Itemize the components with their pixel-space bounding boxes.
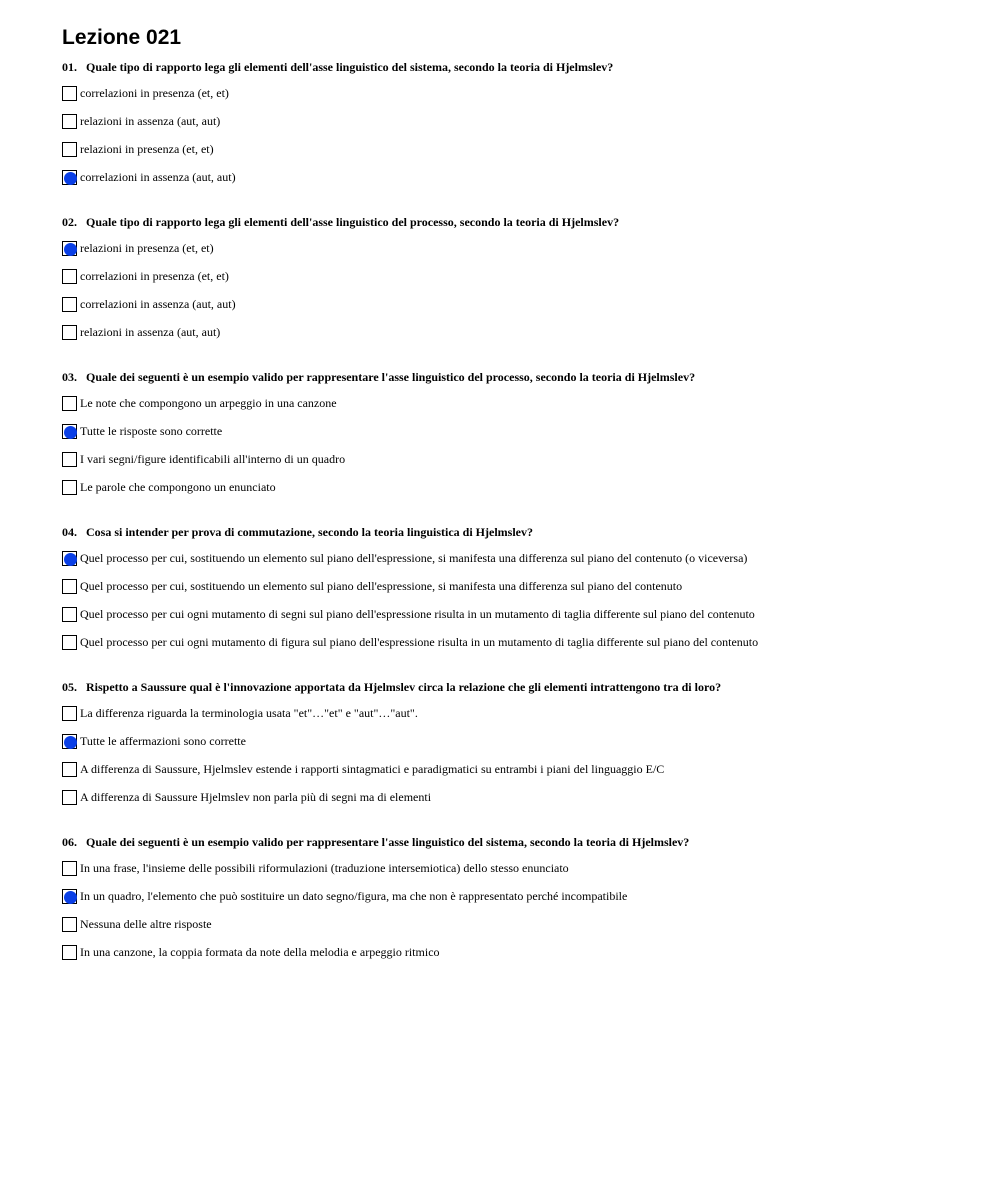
- selected-dot-icon: [64, 736, 77, 749]
- answer-checkbox-checked[interactable]: [62, 734, 77, 749]
- answer-label: La differenza riguarda la terminologia usata "et"…"et" e "aut"…"aut".: [80, 706, 418, 720]
- answer-label: correlazioni in assenza (aut, aut): [80, 170, 236, 184]
- question-prompt: Quale dei seguenti è un esempio valido per rappresentare l'asse linguistico del processo, secondo la teoria di Hjelmslev?: [86, 370, 696, 384]
- selected-dot-icon: [64, 891, 77, 904]
- answer-label: Tutte le risposte sono corrette: [80, 424, 223, 438]
- answer-option[interactable]: [62, 607, 962, 623]
- answer-label: A differenza di Saussure, Hjelmslev estende i rapporti sintagmatici e paradigmatici su entrambi i piani del linguaggio E/C: [80, 762, 665, 776]
- answer-checkbox[interactable]: [62, 452, 77, 467]
- answer-label: Quel processo per cui, sostituendo un elemento sul piano dell'espressione, si manifesta una differenza sul piano del contenuto (o viceversa): [80, 551, 748, 565]
- answer-checkbox[interactable]: [62, 635, 77, 650]
- answer-checkbox-checked[interactable]: [62, 241, 77, 256]
- answer-label: Quel processo per cui ogni mutamento di segni sul piano dell'espressione risulta in un mutamento di taglia differente sul piano del contenuto: [80, 607, 755, 621]
- question-2: [62, 215, 962, 341]
- question-text: [62, 680, 962, 694]
- selected-dot-icon: [64, 243, 77, 256]
- question-text: [62, 835, 962, 849]
- answer-checkbox-checked[interactable]: [62, 424, 77, 439]
- answer-option[interactable]: [62, 706, 962, 722]
- answer-label: I vari segni/figure identificabili all'interno di un quadro: [80, 452, 346, 466]
- answer-label: A differenza di Saussure Hjelmslev non parla più di segni ma di elementi: [80, 790, 432, 804]
- answer-checkbox-checked[interactable]: [62, 551, 77, 566]
- answer-checkbox[interactable]: [62, 114, 77, 129]
- selected-dot-icon: [64, 172, 77, 185]
- answer-option[interactable]: [62, 889, 962, 905]
- answer-option[interactable]: [62, 917, 962, 933]
- answer-label: relazioni in presenza (et, et): [80, 241, 214, 255]
- question-number: 06.: [62, 835, 77, 849]
- answer-option[interactable]: [62, 241, 962, 257]
- answer-checkbox[interactable]: [62, 917, 77, 932]
- answer-label: Quel processo per cui, sostituendo un elemento sul piano dell'espressione, si manifesta una differenza sul piano del contenuto: [80, 579, 683, 593]
- answer-checkbox[interactable]: [62, 297, 77, 312]
- answer-label: Tutte le affermazioni sono corrette: [80, 734, 246, 748]
- question-list: [62, 60, 962, 961]
- answer-checkbox-checked[interactable]: [62, 170, 77, 185]
- answer-label: relazioni in assenza (aut, aut): [80, 114, 221, 128]
- question-1: [62, 60, 962, 186]
- answer-label: Le note che compongono un arpeggio in una canzone: [80, 396, 337, 410]
- question-prompt: Quale tipo di rapporto lega gli elementi dell'asse linguistico del processo, secondo la teoria di Hjelmslev?: [86, 215, 620, 229]
- answer-option[interactable]: [62, 945, 962, 961]
- answer-checkbox[interactable]: [62, 86, 77, 101]
- answer-option[interactable]: [62, 452, 962, 468]
- answer-checkbox[interactable]: [62, 579, 77, 594]
- answer-label: relazioni in presenza (et, et): [80, 142, 214, 156]
- answer-option[interactable]: [62, 734, 962, 750]
- answer-checkbox[interactable]: [62, 762, 77, 777]
- answer-label: relazioni in assenza (aut, aut): [80, 325, 221, 339]
- answer-label: In una canzone, la coppia formata da note della melodia e arpeggio ritmico: [80, 945, 440, 959]
- answer-checkbox[interactable]: [62, 480, 77, 495]
- answer-label: Nessuna delle altre risposte: [80, 917, 212, 931]
- answer-label: In una frase, l'insieme delle possibili riformulazioni (traduzione intersemiotica) dello stesso enunciato: [80, 861, 569, 875]
- answer-label: Quel processo per cui ogni mutamento di figura sul piano dell'espressione risulta in un mutamento di taglia differente sul piano del contenuto: [80, 635, 759, 649]
- answer-checkbox[interactable]: [62, 706, 77, 721]
- question-prompt: Rispetto a Saussure qual è l'innovazione apportata da Hjelmslev circa la relazione che gli elementi intrattengono tra di loro?: [86, 680, 722, 694]
- question-prompt: Cosa si intender per prova di commutazione, secondo la teoria linguistica di Hjelmslev?: [86, 525, 533, 539]
- answer-checkbox[interactable]: [62, 269, 77, 284]
- question-6: [62, 835, 962, 961]
- question-prompt: Quale tipo di rapporto lega gli elementi dell'asse linguistico del sistema, secondo la teoria di Hjelmslev?: [86, 60, 614, 74]
- question-number: 04.: [62, 525, 77, 539]
- question-text: [62, 60, 962, 74]
- answer-checkbox-checked[interactable]: [62, 889, 77, 904]
- question-text: [62, 370, 962, 384]
- answer-option[interactable]: [62, 396, 962, 412]
- answer-option[interactable]: [62, 325, 962, 341]
- answer-option[interactable]: [62, 762, 962, 778]
- answer-checkbox[interactable]: [62, 142, 77, 157]
- document-page: [62, 26, 962, 961]
- answer-option[interactable]: [62, 114, 962, 130]
- answer-option[interactable]: [62, 579, 962, 595]
- selected-dot-icon: [64, 426, 77, 439]
- question-number: 02.: [62, 215, 77, 229]
- question-text: [62, 215, 962, 229]
- question-5: [62, 680, 962, 806]
- answer-checkbox[interactable]: [62, 396, 77, 411]
- question-number: 05.: [62, 680, 77, 694]
- answer-label: correlazioni in presenza (et, et): [80, 86, 229, 100]
- answer-option[interactable]: [62, 480, 962, 496]
- question-text: [62, 525, 962, 539]
- answer-label: In un quadro, l'elemento che può sostituire un dato segno/figura, ma che non è rappresentato perché incompatibile: [80, 889, 628, 903]
- page-title: Lezione 021: [62, 26, 182, 49]
- selected-dot-icon: [64, 553, 77, 566]
- answer-option[interactable]: [62, 635, 962, 651]
- question-number: 03.: [62, 370, 77, 384]
- question-number: 01.: [62, 60, 77, 74]
- answer-label: correlazioni in assenza (aut, aut): [80, 297, 236, 311]
- answer-checkbox[interactable]: [62, 790, 77, 805]
- answer-label: Le parole che compongono un enunciato: [80, 480, 276, 494]
- answer-option[interactable]: [62, 142, 962, 158]
- answer-checkbox[interactable]: [62, 861, 77, 876]
- answer-label: correlazioni in presenza (et, et): [80, 269, 229, 283]
- answer-option[interactable]: [62, 86, 962, 102]
- answer-option[interactable]: [62, 790, 962, 806]
- answer-checkbox[interactable]: [62, 325, 77, 340]
- answer-option[interactable]: [62, 170, 962, 186]
- answer-option[interactable]: [62, 269, 962, 285]
- question-prompt: Quale dei seguenti è un esempio valido per rappresentare l'asse linguistico del sistema, secondo la teoria di Hjelmslev?: [86, 835, 690, 849]
- answer-checkbox[interactable]: [62, 945, 77, 960]
- answer-option[interactable]: [62, 861, 962, 877]
- answer-option[interactable]: [62, 297, 962, 313]
- question-3: [62, 370, 962, 496]
- question-4: [62, 525, 962, 651]
- answer-option[interactable]: [62, 424, 962, 440]
- answer-checkbox[interactable]: [62, 607, 77, 622]
- answer-option[interactable]: [62, 551, 962, 567]
